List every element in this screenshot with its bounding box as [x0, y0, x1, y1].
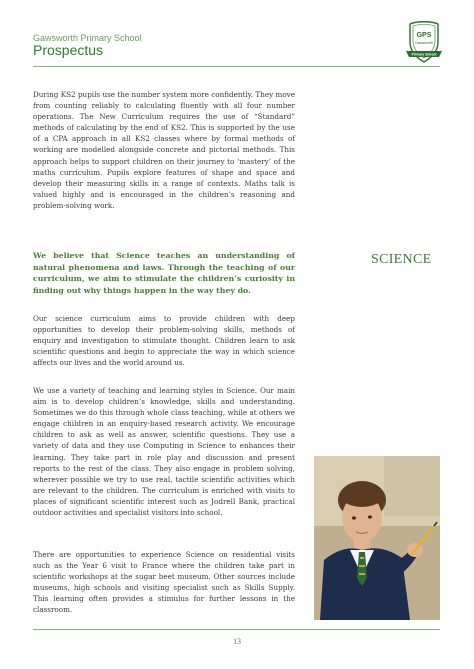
science-intro: We believe that Science teaches an understanding of natural phenomena and laws. Through the teaching of our curriculum, we aim to stimulate the children’s curiosity in finding out why things happen in the way they do.: [33, 251, 295, 296]
section-heading-science: SCIENCE: [371, 252, 432, 267]
pupil-photo: [314, 456, 440, 620]
logo-subtitle: Primary School: [411, 52, 437, 57]
science-visits-paragraph: There are opportunities to experience Science on residential visits such as the Year 6 visit to France where the children take part in scientific workshops at the sugar beet museum. Other sources include museums, high schools and visiting specialist such as Skills Supply. This learning often provides a stimulus for further lessons in the classroom.: [33, 550, 295, 615]
footer-divider: [33, 629, 440, 630]
maths-paragraph: During KS2 pupils use the number system more confidently. They move from counting reliably to calculating fluently with all four number operations. The New Curriculum requires the use of “Standard” methods of calculating by the end of KS2. This is supported by the use of a CPA approach in all KS2 classes where by formal methods of working are modelled alongside concrete and pictorial methods. This approach helps to support children on their journey to ‘mastery’ of the maths curriculum. Pupils explore features of shape and space and develop their measuring skills in a range of contexts. Maths talk is valued highly and is encouraged in the children’s reasoning and problem-solving work.: [33, 90, 295, 210]
logo-name: Gawsworth: [415, 41, 433, 45]
document-title: Prospectus: [33, 42, 104, 58]
header-divider: [33, 66, 440, 67]
science-curriculum-paragraph: Our science curriculum aims to provide children with deep opportunities to develop their problem-solving skills, methods of enquiry and investigation to stimulate thought. Children learn to ask scientific questions and begin to appreciate the way in which science affects our lives and the world around us.: [33, 314, 295, 368]
science-teaching-paragraph: We use a variety of teaching and learning styles in Science. Our main aim is to develop children’s knowledge, skills and understanding. Sometimes we do this through whole class teaching, while at others we engage children in an enquiry-based research activity. We encourage children to ask as well as answer, scientific questions. They use a variety of data and they use Computing in Science to enhances their learning. They take part in role play and discussion and present reports to the rest of the class. They also engage in problem solving, wherever possible we try to use real, tactile scientific activities which are relevant to the children. The curriculum is enriched with visits to places of significant scientific interest such as Jodrell Bank, practical outdoor activities and specialist visitors into school.: [33, 386, 295, 518]
page-number: 13: [233, 637, 241, 646]
logo-initials: GPS: [416, 32, 432, 39]
school-logo: [404, 18, 444, 68]
school-name: Gawsworth Primary School: [33, 33, 142, 43]
